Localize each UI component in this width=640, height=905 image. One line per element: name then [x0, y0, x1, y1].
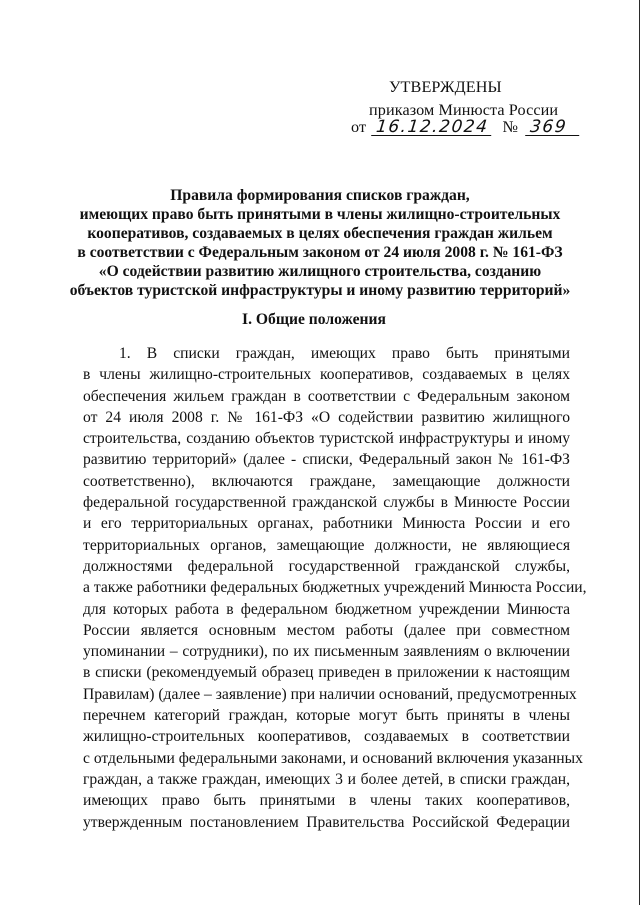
paragraph-line: соответственно), включаются граждане, замещающие должности — [83, 472, 570, 490]
paragraph-line: для которых работа в федеральном бюджетном учреждении Минюста — [83, 600, 570, 618]
paragraph-line: 1. В списки граждан, имеющих право быть принятыми — [119, 345, 570, 362]
approval-heading: УТВЕРЖДЕНЫ — [389, 78, 502, 96]
title-line: в соответствии с Федеральным законом от 24 июля 2008 г. № 161-ФЗ — [77, 244, 563, 261]
approval-order-line: приказом Минюста России — [369, 101, 559, 119]
paragraph-line: России является основным местом работы (далее при совместном — [83, 621, 570, 639]
paragraph-line: упоминании – сотрудники), по их письменным заявлениям о включении — [83, 643, 570, 661]
paragraph-line: граждан, а также граждан, имеющих 3 и более детей, в списки граждан, — [83, 770, 570, 788]
paragraph-line: Правилам) (далее – заявление) при наличии оснований, предусмотренных — [83, 685, 577, 703]
title-line: Правила формирования списков граждан, — [170, 187, 470, 204]
handwritten-number: 369 — [525, 120, 581, 136]
title-line: кооперативов, создаваемых в целях обеспечения граждан жильем — [87, 225, 553, 242]
paragraph-line: имеющих право быть принятыми в члены таких кооперативов, — [83, 792, 570, 810]
handwritten-date: 16.12.2024 — [371, 120, 493, 136]
paragraph-line: развитию территорий» (далее - списки, Федеральный закон № 161-ФЗ — [83, 451, 570, 469]
paragraph-line: территориальных органов, замещающие должности, не являющиеся — [83, 536, 570, 554]
number-sign: № — [502, 118, 519, 136]
title-line: объектов туристской инфраструктуры и иному развитию территорий» — [69, 282, 571, 299]
section-heading: I. Общие положения — [242, 311, 386, 328]
paragraph-line: должностями федеральной государственной гражданской службы, — [83, 557, 570, 575]
title-line: «О содействии развитию жилищного строительства, созданию — [98, 263, 542, 280]
paragraph-line: перечнем категорий граждан, которые могут быть приняты в члены — [83, 707, 570, 725]
paragraph-line: в члены жилищно-строительных кооперативов, создаваемых в целях — [83, 366, 570, 384]
paragraph-line: жилищно-строительных кооперативов, создаваемых в соответствии — [83, 728, 570, 746]
paragraph-line: и его территориальных органах, работники Минюста России и его — [83, 515, 570, 533]
paragraph-line: в списки (рекомендуемый образец приведен в приложении к настоящим — [83, 664, 570, 682]
paragraph-line: с отдельными федеральными законами, и оснований включения указанных — [83, 749, 583, 767]
title-line: имеющих право быть принятыми в члены жилищно-строительных — [79, 206, 561, 223]
paragraph-line: утвержденным постановлением Правительства Российской Федерации — [83, 813, 570, 831]
paragraph-line: федеральной государственной гражданской службы в Минюсте России — [83, 494, 570, 512]
date-prefix: от — [351, 118, 367, 136]
paragraph-line: а также работники федеральных бюджетных учреждений Минюста России, — [83, 579, 587, 597]
paragraph-line: строительства, созданию объектов туристской инфраструктуры и иному — [83, 430, 570, 448]
approval-date-line — [351, 118, 580, 137]
paragraph-body — [83, 343, 587, 833]
paragraph-line: от 24 июля 2008 г. № 161-ФЗ «О содействии развитию жилищного — [83, 408, 570, 426]
document-title — [56, 186, 584, 300]
paragraph-line: обеспечения жильем граждан в соответствии с Федеральным законом — [83, 387, 570, 405]
